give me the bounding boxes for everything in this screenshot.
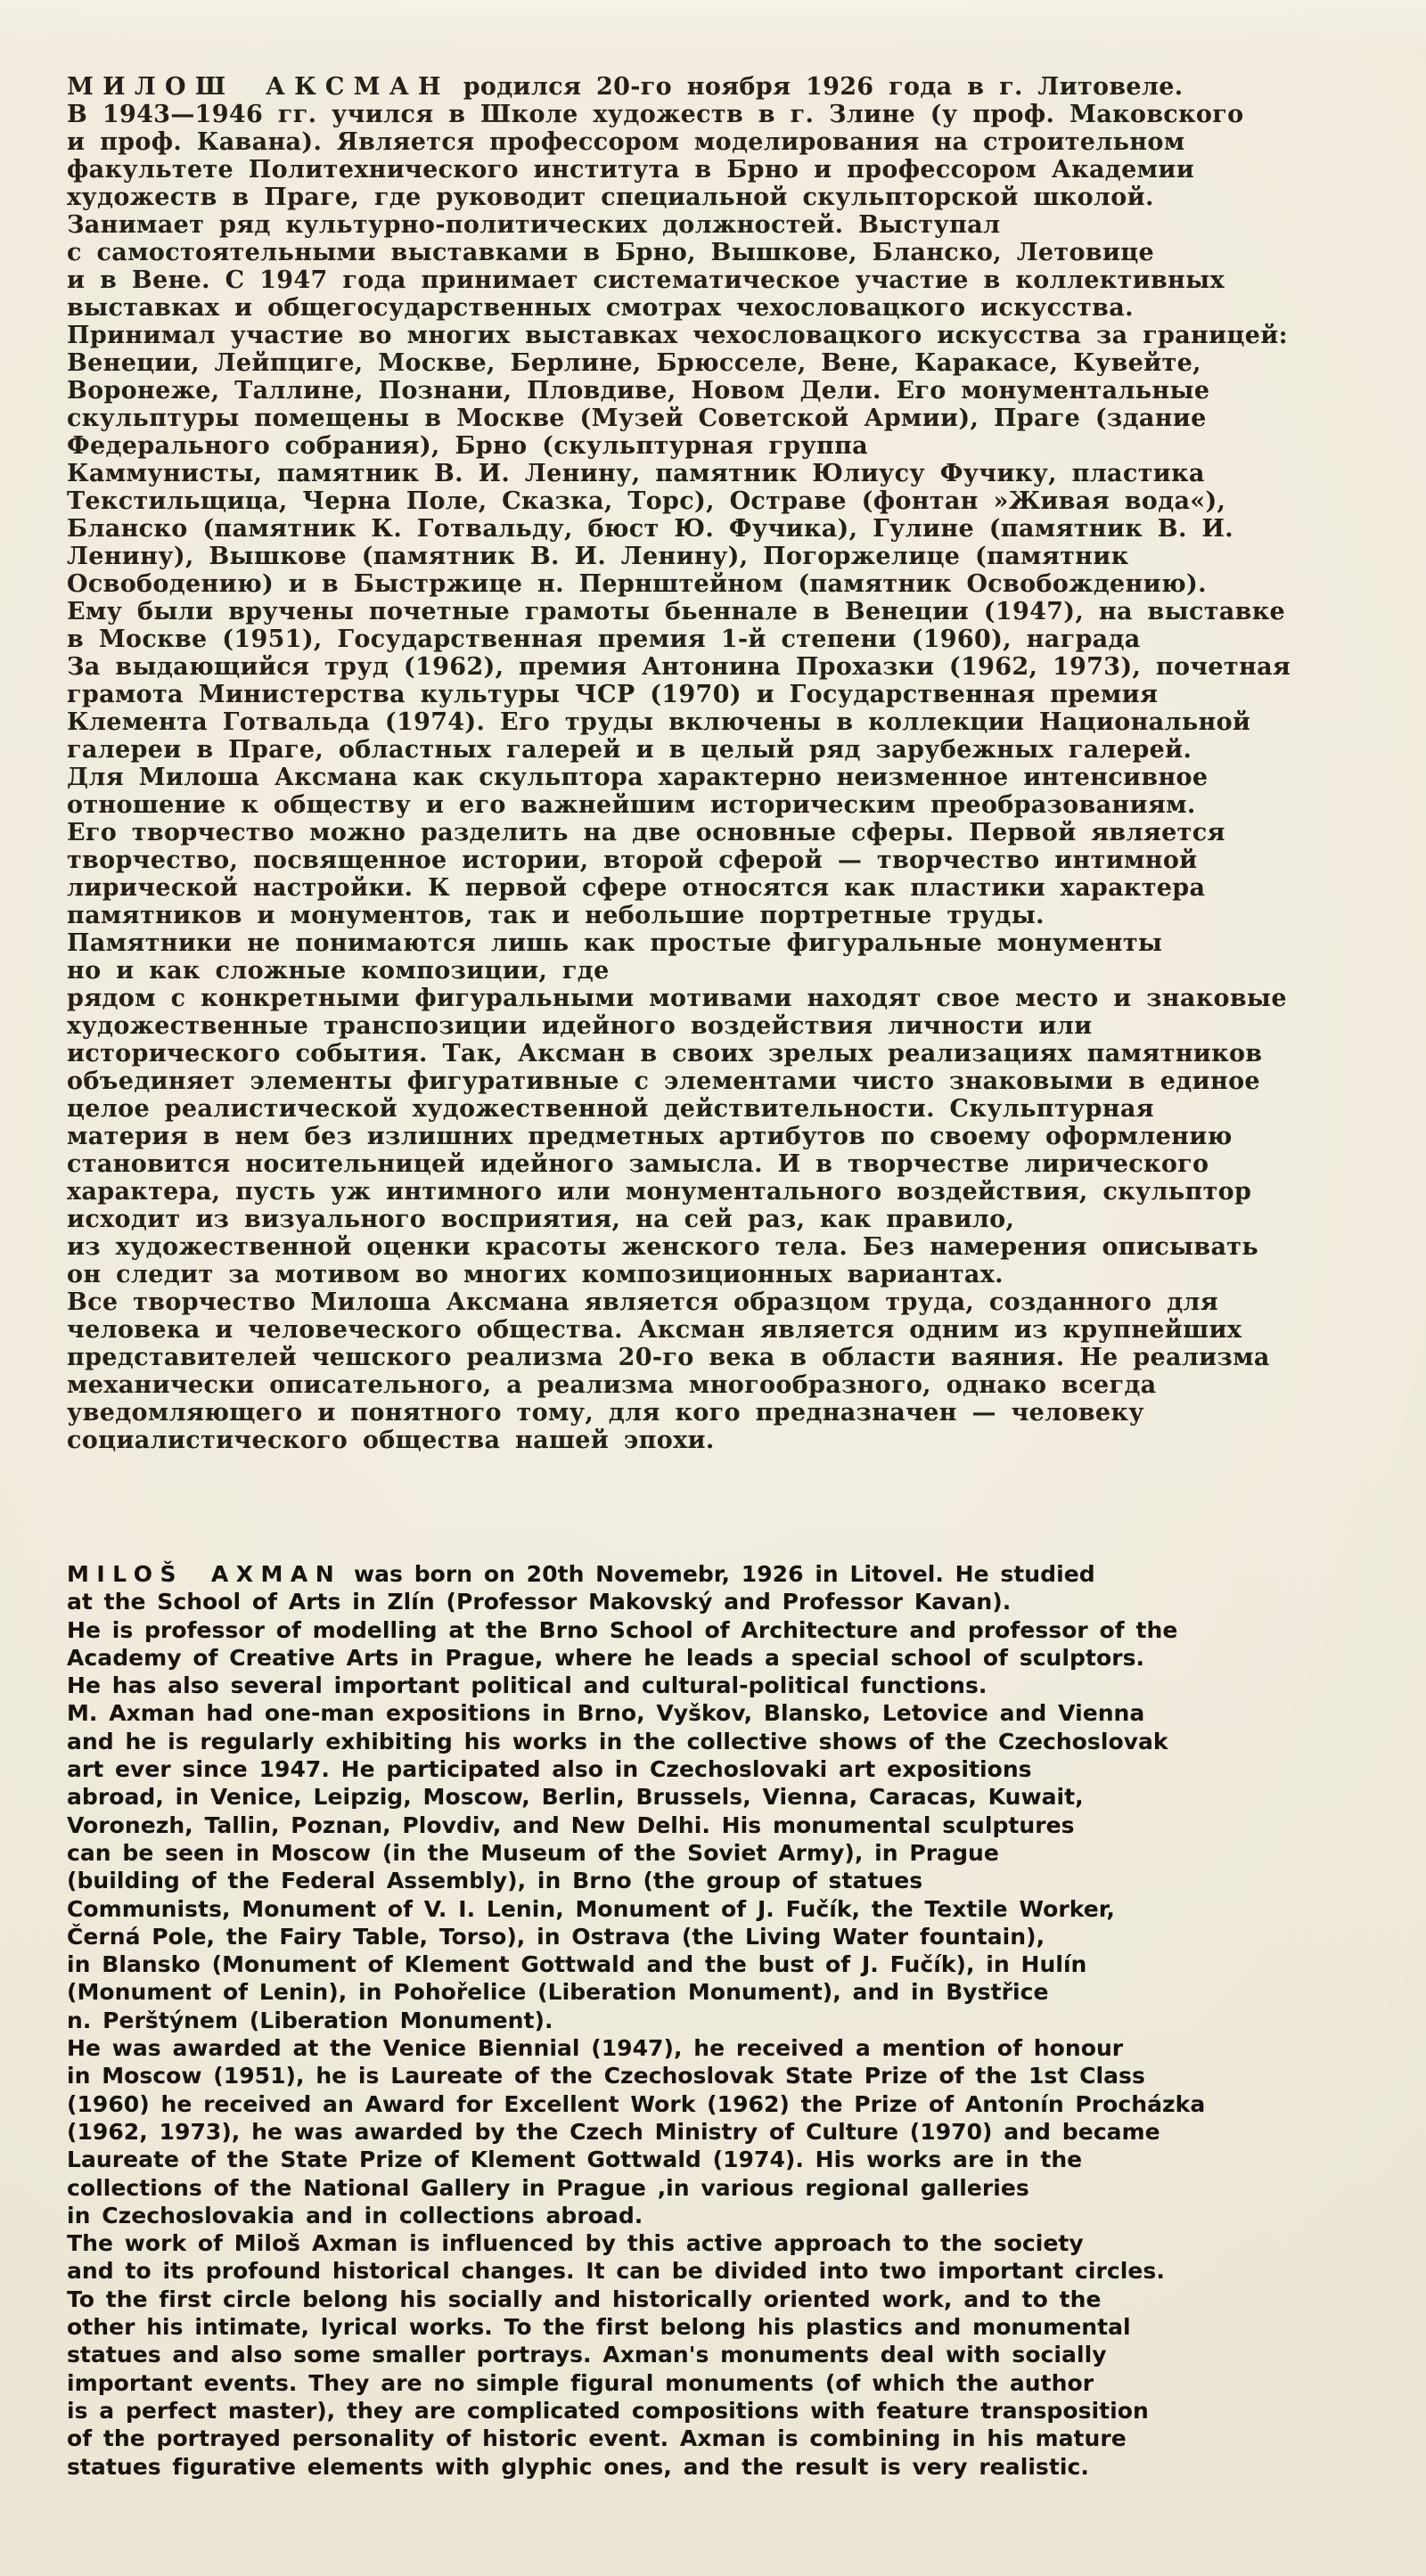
text-line: Laureate of the State Prize of Klement Gottwald (1974). His works are in the	[67, 2147, 1083, 2173]
text-line: abroad, in Venice, Leipzig, Moscow, Berlin, Brussels, Vienna, Caracas, Kuwait,	[67, 1784, 1084, 1811]
text-line: of the portrayed personality of historic event. Axman is combining in his mature	[67, 2425, 1127, 2452]
text-line: (Monument of Lenin), in Pohořelice (Liberation Monument), and in Bystřice	[67, 1979, 1049, 2006]
russian-intro-line	[67, 73, 1377, 101]
text-line: художественные транспозиции идейного воздействия личности или	[67, 1012, 1093, 1040]
text-line: факультете Политехнического института в Брно и профессором Академии	[67, 156, 1195, 184]
text-line: (1962, 1973), he was awarded by the Czech Ministry of Culture (1970) and became	[67, 2118, 1160, 2145]
text-line: He has also several important political and cultural-political functions.	[67, 1672, 988, 1699]
text-line: at the School of Arts in Zlín (Professor Makovský and Professor Kavan).	[67, 1589, 1012, 1615]
text-line: Каммунисты, памятник В. И. Ленину, памятник Юлиусу Фучику, пластика	[67, 460, 1205, 487]
text-line: исторического события. Так, Аксман в своих зрелых реализациях памятников	[67, 1040, 1263, 1067]
text-line: Текстильщица, Черна Поле, Сказка, Торс), Остраве (фонтан »Живая вода«),	[67, 487, 1226, 515]
text-line: Communists, Monument of V. I. Lenin, Monument of J. Fučík, the Textile Worker,	[67, 1895, 1115, 1922]
text-line: statues and also some smaller portrays. Axman's monuments deal with socially	[67, 2342, 1107, 2368]
text-line: За выдающийся труд (1962), премия Антонина Прохазки (1962, 1973), почетная	[67, 653, 1291, 681]
text-line: in Moscow (1951), he is Laureate of the Czechoslovak State Prize of the 1st Class	[67, 2063, 1145, 2089]
text-line: рядом с конкретными фигуральными мотивами находят свое место и знаковые	[67, 985, 1287, 1012]
text-line: из художественной оценки красоты женского тела. Без намерения описывать	[67, 1233, 1258, 1261]
text-line: Памятники не понимаются лишь как простые фигуральные монументы	[67, 929, 1163, 957]
text-line: грамота Министерства культуры ЧСР (1970) и Государственная премия	[67, 681, 1159, 708]
text-line: исходит из визуального восприятия, на сей раз, как правило,	[67, 1206, 1015, 1233]
text-line: Бланско (памятник К. Готвальду, бюст Ю. Фучика), Гулине (памятник В. И.	[67, 515, 1233, 543]
text-line: скульптуры помещены в Москве (Музей Советской Армии), Праге (здание	[67, 405, 1207, 432]
text-line: Клемента Готвальда (1974). Его труды включены в коллекции Национальной	[67, 708, 1251, 736]
text-line: механически описательного, а реализма многообразного, однако всегда	[67, 1371, 1157, 1399]
english-biography-paragraph	[67, 1560, 1377, 2481]
text-line: can be seen in Moscow (in the Museum of the Soviet Army), in Prague	[67, 1839, 999, 1866]
text-line: представителей чешского реализма 20-го века в области ваяния. Не реализма	[67, 1344, 1270, 1371]
text-line: (building of the Federal Assembly), in Brno (the group of statues	[67, 1868, 923, 1894]
text-line: is a perfect master), they are complicated compositions with feature transposition	[67, 2397, 1149, 2424]
text-line: other his intimate, lyrical works. To the first belong his plastics and monumental	[67, 2314, 1131, 2341]
text-line: Voronezh, Tallin, Poznan, Plovdiv, and New Delhi. His monumental sculptures	[67, 1811, 1075, 1838]
text-line: collections of the National Gallery in Prague ,in various regional galleries	[67, 2174, 1029, 2201]
text-line: and to its profound historical changes. It can be divided into two important circles.	[67, 2258, 1165, 2285]
text-line: n. Perštýnem (Liberation Monument).	[67, 2007, 553, 2033]
text-line: человека и человеческого общества. Аксман является одним из крупнейших	[67, 1316, 1242, 1344]
text-line: Academy of Creative Arts in Prague, where he leads a special school of sculptors.	[67, 1644, 1145, 1671]
english-name-heading: MILOŠ AXMAN	[67, 1561, 342, 1587]
text-line: социалистического общества нашей эпохи.	[67, 1427, 715, 1454]
text-line: материя в нем без излишних предметных артибутов по своему оформлению	[67, 1123, 1233, 1150]
text-line: отношение к обществу и его важнейшим историческим преобразованиям.	[67, 791, 1196, 819]
text-line: in Czechoslovakia and in collections abroad.	[67, 2202, 643, 2228]
text-line: и проф. Кавана). Является профессором моделирования на строительном	[67, 128, 1185, 156]
english-intro-rest: was born on 20th Novemebr, 1926 in Litovel. He studied	[353, 1561, 1095, 1587]
text-line: характера, пусть уж интимного или монументального воздействия, скульптор	[67, 1178, 1252, 1206]
text-line: В 1943—1946 гг. учился в Школе художеств в г. Злине (у проф. Маковского	[67, 101, 1244, 128]
text-line: становится носительницей идейного замысла. И в творчестве лирического	[67, 1150, 1209, 1178]
text-line: лирической настройки. К первой сфере относятся как пластики характера	[67, 874, 1206, 902]
text-line: He was awarded at the Venice Biennial (1947), he received a mention of honour	[67, 2035, 1124, 2062]
text-line: important events. They are no simple figural monuments (of which the author	[67, 2369, 1094, 2396]
text-line: Федерального собрания), Брно (скульптурная группа	[67, 432, 868, 460]
text-line: творчество, посвященное истории, второй сферой — творчество интимной	[67, 846, 1198, 874]
text-line: The work of Miloš Axman is influenced by this active approach to the society	[67, 2230, 1084, 2257]
text-line: галереи в Праге, областных галерей и в целый ряд зарубежных галерей.	[67, 736, 1192, 764]
text-line: and he is regularly exhibiting his works in the collective shows of the Czechoslovak	[67, 1728, 1168, 1754]
text-line: Ему были вручены почетные грамоты бьеннале в Венеции (1947), на выставке	[67, 598, 1286, 626]
text-line: в Москве (1951), Государственная премия 1-й степени (1960), награда	[67, 626, 1141, 653]
text-line: памятников и монументов, так и небольшие портретные труды.	[67, 902, 1045, 929]
text-line: Воронеже, Таллине, Познани, Пловдиве, Новом Дели. Его монументальные	[67, 377, 1210, 405]
text-line: Все творчество Милоша Аксмана является образцом труда, созданного для	[67, 1288, 1219, 1316]
text-line: он следит за мотивом во многих композиционных вариантах.	[67, 1261, 1004, 1288]
english-text-lines	[67, 1588, 1377, 2481]
russian-biography-paragraph	[67, 73, 1377, 1454]
text-line: art ever since 1947. He participated also in Czechoslovaki art expositions	[67, 1756, 1032, 1783]
text-line: и в Вене. С 1947 года принимает систематическое участие в коллективных	[67, 266, 1225, 294]
text-line: целое реалистической художественной действительности. Скульптурная	[67, 1095, 1154, 1123]
text-line: (1960) he received an Award for Excellent Work (1962) the Prize of Antonín Procházka	[67, 2090, 1206, 2117]
text-line: объединяет элементы фигуративные с элементами чисто знаковыми в единое	[67, 1067, 1260, 1095]
text-line: Его творчество можно разделить на две основные сферы. Первой является	[67, 819, 1225, 846]
text-line: Венеции, Лейпциге, Москве, Берлине, Брюсселе, Вене, Каракасе, Кувейте,	[67, 349, 1201, 377]
text-line: Ленину), Вышкове (памятник В. И. Ленину), Погоржелице (памятник	[67, 543, 1129, 570]
text-line: M. Axman had one-man expositions in Brno, Vyškov, Blansko, Letovice and Vienna	[67, 1700, 1145, 1727]
text-line: Černá Pole, the Fairy Table, Torso), in Ostrava (the Living Water fountain),	[67, 1923, 1045, 1950]
text-line: To the first circle belong his socially and historically oriented work, and to the	[67, 2286, 1102, 2312]
text-line: Освободению) и в Быстржице н. Пернштейном (памятник Освобождению).	[67, 570, 1207, 598]
text-line: Для Милоша Аксмана как скульптора характерно неизменное интенсивное	[67, 764, 1209, 791]
text-line: но и как сложные композиции, где	[67, 957, 610, 985]
text-line: He is professor of modelling at the Brno School of Architecture and professor of the	[67, 1616, 1178, 1643]
russian-name-heading: МИЛОШ АКСМАН	[67, 73, 450, 101]
text-line: художеств в Праге, где руководит специальной скульпторской школой.	[67, 184, 1154, 211]
russian-text-lines	[67, 101, 1377, 1454]
text-line: statues figurative elements with glyphic ones, and the result is very realistic.	[67, 2453, 1089, 2480]
text-line: выставках и общегосударственных смотрах чехословацкого искусства.	[67, 294, 1134, 322]
text-line: уведомляющего и понятного тому, для кого предназначен — человеку	[67, 1399, 1144, 1427]
english-intro-line	[67, 1560, 1377, 1588]
text-line: с самостоятельными выставками в Брно, Вышкове, Бланско, Летовице	[67, 239, 1154, 266]
text-line: in Blansko (Monument of Klement Gottwald and the bust of J. Fučík), in Hulín	[67, 1951, 1087, 1978]
text-line: Принимал участие во многих выставках чехословацкого искусства за границей:	[67, 322, 1288, 349]
text-line: Занимает ряд культурно-политических должностей. Выступал	[67, 211, 1001, 239]
russian-intro-rest: родился 20-го ноября 1926 года в г. Литовеле.	[463, 73, 1184, 101]
